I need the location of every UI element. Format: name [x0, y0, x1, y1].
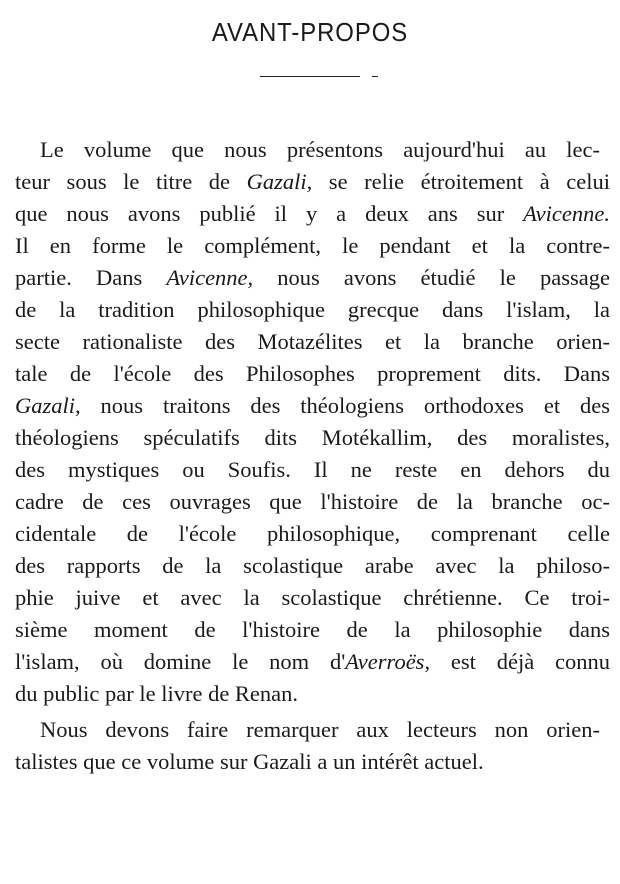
text-line: [15, 262, 610, 294]
text-line: [15, 614, 610, 646]
text-run: nous traitons des théologiens orthodoxes et des: [80, 393, 610, 418]
text-line: [15, 646, 610, 678]
text-run: partie. Dans: [15, 265, 167, 290]
title-rule: [260, 76, 360, 77]
text-line: [15, 166, 610, 198]
text-run: du public par le livre de Renan.: [15, 681, 299, 706]
text-line: [40, 714, 600, 746]
text-run: des rapports de la scolastique arabe avec la philoso-: [15, 553, 610, 578]
text-line: [15, 422, 610, 454]
italic-title: Avicenne,: [166, 265, 254, 290]
text-run: que nous avons publié il y a deux ans sur: [15, 201, 524, 226]
text-run: nous avons étudié le passage: [253, 265, 610, 290]
italic-title: Averroës,: [345, 649, 431, 674]
text-line: [15, 582, 610, 614]
text-run: talistes que ce volume sur Gazali a un intérêt actuel.: [15, 749, 484, 774]
text-run: cadre de ces ouvrages que l'histoire de la branche oc-: [15, 489, 610, 514]
text-line: [15, 678, 610, 710]
text-run: Le volume que nous présentons aujourd'hui au lec-: [40, 137, 600, 162]
text-run: sième moment de l'histoire de la philosophie dans: [15, 617, 610, 642]
text-line: [15, 230, 610, 262]
text-line: [40, 134, 600, 166]
italic-title: Avicenne.: [523, 201, 610, 226]
text-run: théologiens spéculatifs dits Motékallim, des moralistes,: [15, 425, 610, 450]
text-line: [15, 486, 610, 518]
text-run: phie juive et avec la scolastique chrétienne. Ce troi-: [15, 585, 610, 610]
title-rule-tick: [372, 76, 378, 77]
text-run: tale de l'école des Philosophes proprement dits. Dans: [15, 361, 610, 386]
text-run: secte rationaliste des Motazélites et la branche orien-: [15, 329, 610, 354]
page-title: AVANT-PROPOS: [211, 17, 409, 47]
text-line: [15, 550, 610, 582]
text-run: de la tradition philosophique grecque dans l'islam, la: [15, 297, 610, 322]
text-run: Il en forme le complément, le pendant et la contre-: [15, 233, 610, 258]
text-line: [15, 518, 610, 550]
text-line: [15, 358, 610, 390]
text-line: [15, 294, 610, 326]
text-run: Nous devons faire remarquer aux lecteurs non orien-: [40, 717, 600, 742]
text-run: l'islam, où domine le nom d': [15, 649, 346, 674]
text-run: des mystiques ou Soufis. Il ne reste en dehors du: [15, 457, 610, 482]
text-line: [15, 746, 610, 778]
text-line: [15, 326, 610, 358]
text-run: est déjà connu: [430, 649, 610, 674]
italic-title: Gazali,: [246, 169, 313, 194]
text-run: cidentale de l'école philosophique, comprenant celle: [15, 521, 610, 546]
text-run: teur sous le titre de: [15, 169, 247, 194]
text-line: [15, 390, 610, 422]
text-line: [15, 198, 610, 230]
italic-title: Gazali,: [15, 393, 81, 418]
text-run: se relie étroitement à celui: [312, 169, 610, 194]
text-line: [15, 454, 610, 486]
